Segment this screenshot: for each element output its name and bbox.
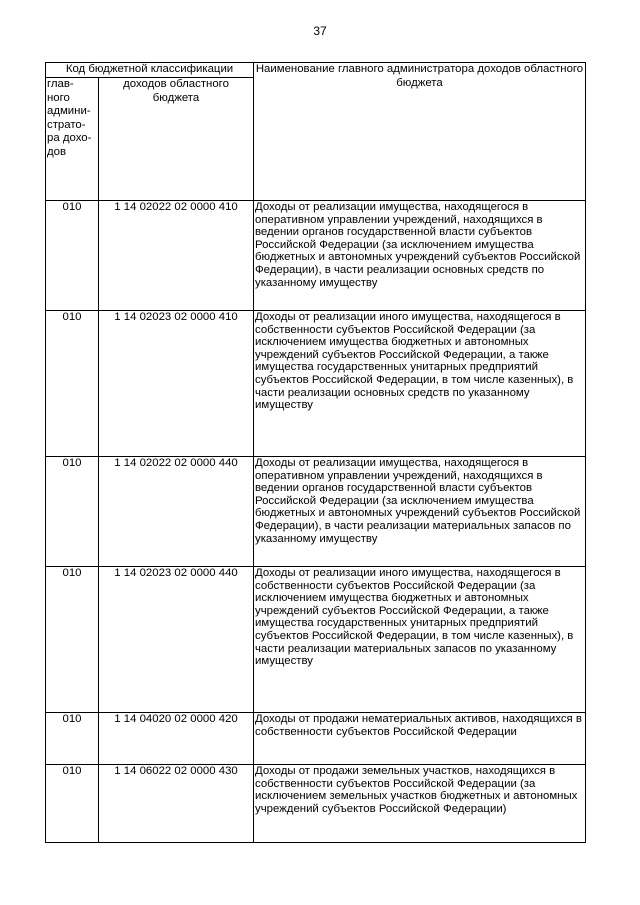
table-body — [46, 201, 586, 843]
income-code-cell: 1 14 02022 02 0000 410 — [99, 201, 254, 311]
header-budget-classification-code: Код бюджетной классификации — [46, 63, 254, 78]
admin-code-cell: 010 — [46, 713, 99, 765]
admin-code-cell: 010 — [46, 457, 99, 567]
description-cell: Доходы от продажи нематериальных активов, находящихся в собственности субъектов Российской Федерации — [254, 713, 586, 765]
table-row — [46, 567, 586, 713]
description-cell: Доходы от продажи земельных участков, находящихся в собственности субъектов Российской Федерации (за исключением земельных участков бюджетных и автономных учреждений субъектов Российской Федерации) — [254, 765, 586, 843]
income-code-cell: 1 14 02023 02 0000 410 — [99, 311, 254, 457]
income-code-cell: 1 14 02022 02 0000 440 — [99, 457, 254, 567]
budget-classification-table — [45, 62, 586, 843]
description-cell: Доходы от реализации имущества, находящегося в оперативном управлении учреждений, находящихся в ведении органов государственной власти субъектов Российской Федерации (за исключением имущества бюджетных и автономных учреждений субъектов Российской Федерации), в части реализации основных средств по указанному имуществу — [254, 201, 586, 311]
header-regional-income: доходов областного бюджета — [99, 78, 254, 201]
header-chief-administrator: глав- ного админи- страто- ра дохо- дов — [46, 78, 99, 201]
table-row — [46, 765, 586, 843]
table-row — [46, 457, 586, 567]
header-row-group — [46, 63, 586, 78]
admin-code-cell: 010 — [46, 567, 99, 713]
description-cell: Доходы от реализации иного имущества, находящегося в собственности субъектов Российской Федерации (за исключением имущества бюджетных и автономных учреждений субъектов Российской Федерации, а также имущества государственных унитарных предприятий субъектов Российской Федерации, в том числе казенных), в части реализации материальных запасов по указанному имуществу — [254, 567, 586, 713]
income-code-cell: 1 14 06022 02 0000 430 — [99, 765, 254, 843]
description-cell: Доходы от реализации имущества, находящегося в оперативном управлении учреждений, находящихся в ведении органов государственной власти субъектов Российской Федерации (за исключением имущества бюджетных и автономных учреждений субъектов Российской Федерации), в части реализации материальных запасов по указанному имуществу — [254, 457, 586, 567]
admin-code-cell: 010 — [46, 201, 99, 311]
description-cell: Доходы от реализации иного имущества, находящегося в собственности субъектов Российской Федерации (за исключением имущества бюджетных и автономных учреждений субъектов Российской Федерации, а также имущества государственных унитарных предприятий субъектов Российской Федерации, в том числе казенных), в части реализации основных средств по указанному имуществу — [254, 311, 586, 457]
table-row — [46, 311, 586, 457]
admin-code-cell: 010 — [46, 765, 99, 843]
income-code-cell: 1 14 02023 02 0000 440 — [99, 567, 254, 713]
page-number: 37 — [313, 24, 327, 38]
table-row — [46, 201, 586, 311]
income-code-cell: 1 14 04020 02 0000 420 — [99, 713, 254, 765]
table-header — [46, 63, 586, 201]
header-administrator-name: Наименование главного администратора доходов областного бюджета — [254, 63, 586, 201]
admin-code-cell: 010 — [46, 311, 99, 457]
table-row — [46, 713, 586, 765]
